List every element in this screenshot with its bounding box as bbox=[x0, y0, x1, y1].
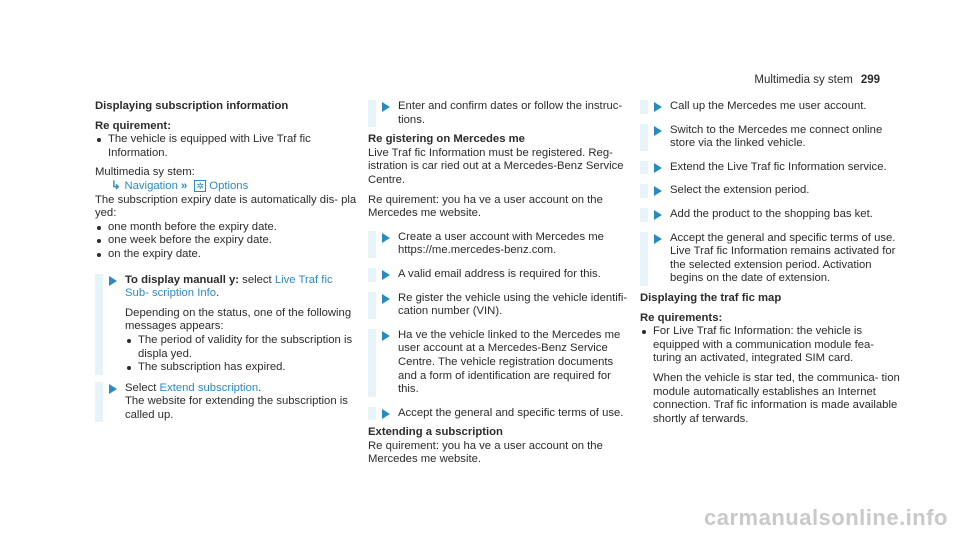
step-item: Extend the Live Traf fic Information service. bbox=[640, 161, 902, 175]
page-header bbox=[754, 74, 880, 88]
list-item: one week before the expiry date. bbox=[95, 234, 357, 248]
step-arrow-icon bbox=[382, 270, 390, 280]
step-item: A valid email address is required for this. bbox=[368, 268, 630, 282]
list-item: The subscription has expired. bbox=[125, 361, 357, 375]
traffic-map-paragraph: When the vehicle is star ted, the communica‐ tion module automatically establishes an Internet connection. Traf fic information is made available shortly af terwards. bbox=[653, 371, 900, 425]
expiry-paragraph: The subscription expiry date is automatically dis‐ pla yed: bbox=[95, 193, 357, 220]
requirement-paragraph: Re quirement: you ha ve a user account on the Mercedes me website. bbox=[368, 193, 603, 220]
heading-subscription-info: Displaying subscription information bbox=[95, 100, 289, 112]
requirement-bullet: The vehicle is equipped with Live Traf fic Information. bbox=[95, 133, 357, 160]
nav-options-link[interactable]: Options bbox=[209, 179, 249, 192]
step-arrow-icon bbox=[382, 294, 390, 304]
section-title: Multimedia sy stem bbox=[754, 74, 853, 86]
list-item: on the expiry date. bbox=[95, 248, 357, 262]
step-arrow-icon bbox=[654, 210, 662, 220]
step-arrow-icon bbox=[654, 163, 662, 173]
step-arrow-icon bbox=[654, 126, 662, 136]
registering-paragraph: Live Traf fic Information must be registered. Reg‐ istration is car ried out at a Mercedes-Benz Service Centre. bbox=[368, 146, 624, 186]
step-item: Accept the general and specific terms of use. Live Traf fic Information remains activated for the selected extension period. Activation begins on the date of extension. bbox=[640, 232, 902, 286]
extending-paragraph: Re quirement: you ha ve a user account on the Mercedes me website. bbox=[368, 439, 603, 466]
step-arrow-icon bbox=[382, 102, 390, 112]
step-arrow-icon bbox=[109, 276, 117, 286]
page-number: 299 bbox=[860, 74, 880, 86]
step-extend: Select Extend subscription. The website for extending the subscription is called up. bbox=[95, 382, 357, 423]
column-3 bbox=[640, 100, 902, 426]
heading-registering: Re gistering on Mercedes me bbox=[368, 133, 525, 146]
step-paragraph: The website for extending the subscription is called up. bbox=[125, 395, 348, 421]
column-1 bbox=[95, 100, 357, 422]
nav-navigation-link[interactable]: Navigation bbox=[124, 179, 178, 192]
step-arrow-icon bbox=[109, 384, 117, 394]
list-item: one month before the expiry date. bbox=[95, 221, 357, 235]
step-arrow-icon bbox=[382, 233, 390, 243]
step-item: Ha ve the vehicle linked to the Mercedes me user account at a Mercedes-Benz Service Centre. The vehicle registration documents and a form of identification are required for this. bbox=[368, 329, 630, 397]
step-item: Accept the general and specific terms of use. bbox=[368, 407, 630, 421]
multimedia-label: Multimedia sy stem: bbox=[95, 166, 195, 179]
heading-traffic-map: Displaying the traf fic map bbox=[640, 291, 782, 304]
extend-subscription-link[interactable]: Extend subscription bbox=[159, 381, 259, 394]
nav-arrow-icon: ↳ bbox=[111, 179, 121, 192]
heading-extending: Extending a subscription bbox=[368, 426, 503, 439]
requirement-label: Re quirement: bbox=[95, 119, 171, 132]
step-arrow-icon bbox=[382, 331, 390, 341]
step-paragraph: Depending on the status, one of the following messages appears: bbox=[125, 306, 352, 333]
step-arrow-icon bbox=[382, 409, 390, 419]
step-item: Call up the Mercedes me user account. bbox=[640, 100, 902, 114]
watermark: carmanualsonline.info bbox=[704, 505, 948, 531]
step-item: Create a user account with Mercedes me https://me.mercedes-benz.com. bbox=[368, 231, 630, 258]
step-bold-label: To display manuall y: bbox=[125, 273, 240, 286]
step-item: Add the product to the shopping bas ket. bbox=[640, 208, 902, 222]
step-item: Select the extension period. bbox=[640, 184, 902, 198]
step-item: Switch to the Mercedes me connect online store via the linked vehicle. bbox=[640, 124, 902, 151]
live-traffic-link[interactable]: Live Traf fic Sub‐ scription Info bbox=[125, 273, 333, 300]
chevron-icon: » bbox=[181, 179, 188, 192]
column-2 bbox=[368, 100, 630, 467]
step-arrow-icon bbox=[654, 186, 662, 196]
requirement-bullet: For Live Traf fic Information: the vehicle is equipped with a communication module fea‐ turing an activated, integrated SIM card. bbox=[640, 325, 902, 366]
step-item: Re gister the vehicle using the vehicle identifi‐ cation number (VIN). bbox=[368, 292, 630, 319]
gear-icon: ✲ bbox=[194, 180, 206, 192]
requirements-label: Re quirements: bbox=[640, 311, 723, 324]
step-arrow-icon bbox=[654, 102, 662, 112]
step-confirm: Enter and confirm dates or follow the instruc‐ tions. bbox=[368, 100, 630, 127]
step-display-manually: To display manuall y: select Live Traf fic Sub‐ scription Info. Depending on the status, one of the following messages appears: The period of validity for the subscription is displa yed. The subscription has expired. bbox=[95, 274, 357, 375]
nav-path bbox=[95, 180, 357, 194]
step-arrow-icon bbox=[654, 234, 662, 244]
list-item: The period of validity for the subscription is displa yed. bbox=[125, 334, 357, 361]
